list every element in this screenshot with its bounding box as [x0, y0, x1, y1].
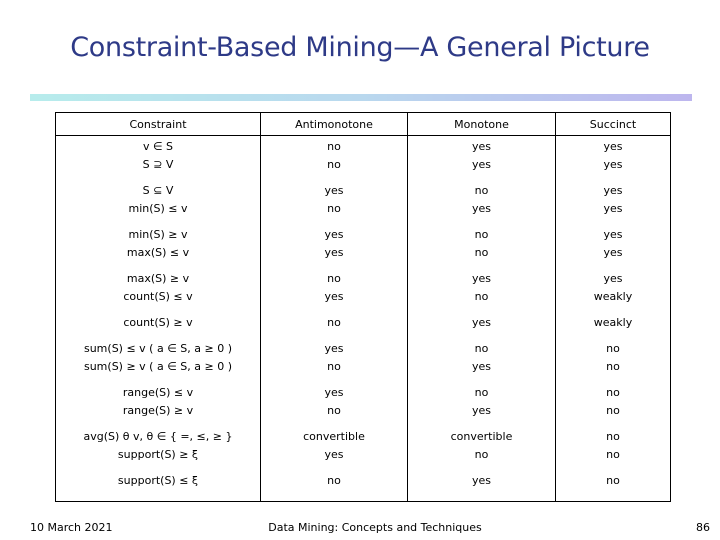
table-cell: no [474, 448, 489, 461]
table-cell: count(S) ≤ v [123, 290, 193, 303]
footer-title: Data Mining: Concepts and Techniques [268, 521, 482, 534]
table-cell: yes [324, 342, 344, 355]
table-cell: no [474, 386, 489, 399]
antimonotone-column [261, 136, 408, 502]
page-number: 86 [696, 521, 710, 534]
table-cell: yes [471, 158, 491, 171]
monotone-column [408, 136, 556, 502]
table-cell: no [606, 386, 620, 399]
table-cell: yes [324, 246, 344, 259]
table-cell: S ⊆ V [142, 184, 174, 197]
header-monotone: Monotone [408, 113, 556, 136]
table-cell: no [327, 474, 341, 487]
table-cell: support(S) ≤ ξ [117, 474, 199, 487]
table-cell: yes [603, 184, 623, 197]
table-cell: yes [603, 246, 623, 259]
table-cell: no [606, 430, 620, 443]
header-antimonotone: Antimonotone [261, 113, 408, 136]
table-cell: min(S) ≥ v [128, 228, 188, 241]
table-cell: yes [324, 290, 344, 303]
table-cell: weakly [593, 290, 633, 303]
table-cell: no [327, 140, 341, 153]
table-cell: sum(S) ≤ v ( a ∈ S, a ≥ 0 ) [83, 342, 233, 355]
table-cell: max(S) ≥ v [126, 272, 190, 285]
table-cell: sum(S) ≥ v ( a ∈ S, a ≥ 0 ) [83, 360, 233, 373]
table-cell: yes [324, 228, 344, 241]
table-cell: no [327, 360, 341, 373]
table-cell: yes [471, 316, 491, 329]
table-cell: yes [471, 140, 491, 153]
table-cell: yes [471, 360, 491, 373]
table-cell: min(S) ≤ v [128, 202, 188, 215]
table-cell: range(S) ≤ v [122, 386, 194, 399]
table-cell: S ⊇ V [142, 158, 174, 171]
table-cell: yes [603, 158, 623, 171]
table-cell: yes [324, 386, 344, 399]
table-cell: no [474, 342, 489, 355]
table-cell: convertible [450, 430, 513, 443]
table-cell: weakly [593, 316, 633, 329]
table-cell: no [327, 404, 341, 417]
table-cell: no [606, 342, 620, 355]
table-cell: no [606, 448, 620, 461]
table-cell: yes [471, 474, 491, 487]
header-succinct: Succinct [556, 113, 671, 136]
table-cell: yes [603, 140, 623, 153]
table-cell: no [327, 158, 341, 171]
table-cell: yes [471, 202, 491, 215]
table-cell: no [327, 272, 341, 285]
constraint-table [55, 112, 671, 502]
table-cell: no [327, 202, 341, 215]
table-cell: yes [603, 272, 623, 285]
table-cell: yes [603, 228, 623, 241]
table-cell: no [474, 228, 489, 241]
table-cell: support(S) ≥ ξ [117, 448, 199, 461]
table-cell: max(S) ≤ v [126, 246, 190, 259]
header-constraint: Constraint [56, 113, 261, 136]
table-cell: yes [324, 184, 344, 197]
succinct-column [556, 136, 671, 502]
table-cell: yes [471, 272, 491, 285]
table-cell: no [606, 474, 620, 487]
table-body-row [56, 136, 671, 502]
table-cell: no [606, 360, 620, 373]
table-cell: no [474, 184, 489, 197]
table-header-row [56, 113, 671, 136]
table-cell: range(S) ≥ v [122, 404, 194, 417]
title-underline [30, 94, 692, 101]
table-cell: no [327, 316, 341, 329]
table-cell: convertible [303, 430, 365, 443]
footer-date: 10 March 2021 [30, 521, 113, 534]
table-cell: no [606, 404, 620, 417]
table-cell: yes [603, 202, 623, 215]
slide-title: Constraint-Based Mining—A General Picture [70, 32, 650, 63]
table-cell: v ∈ S [142, 140, 174, 153]
table-cell: avg(S) θ v, θ ∈ { =, ≤, ≥ } [83, 430, 233, 443]
table-cell: count(S) ≥ v [123, 316, 193, 329]
table-cell: no [474, 290, 489, 303]
constraint-column [56, 136, 261, 502]
table-cell: no [474, 246, 489, 259]
table-cell: yes [324, 448, 344, 461]
table-cell: yes [471, 404, 491, 417]
